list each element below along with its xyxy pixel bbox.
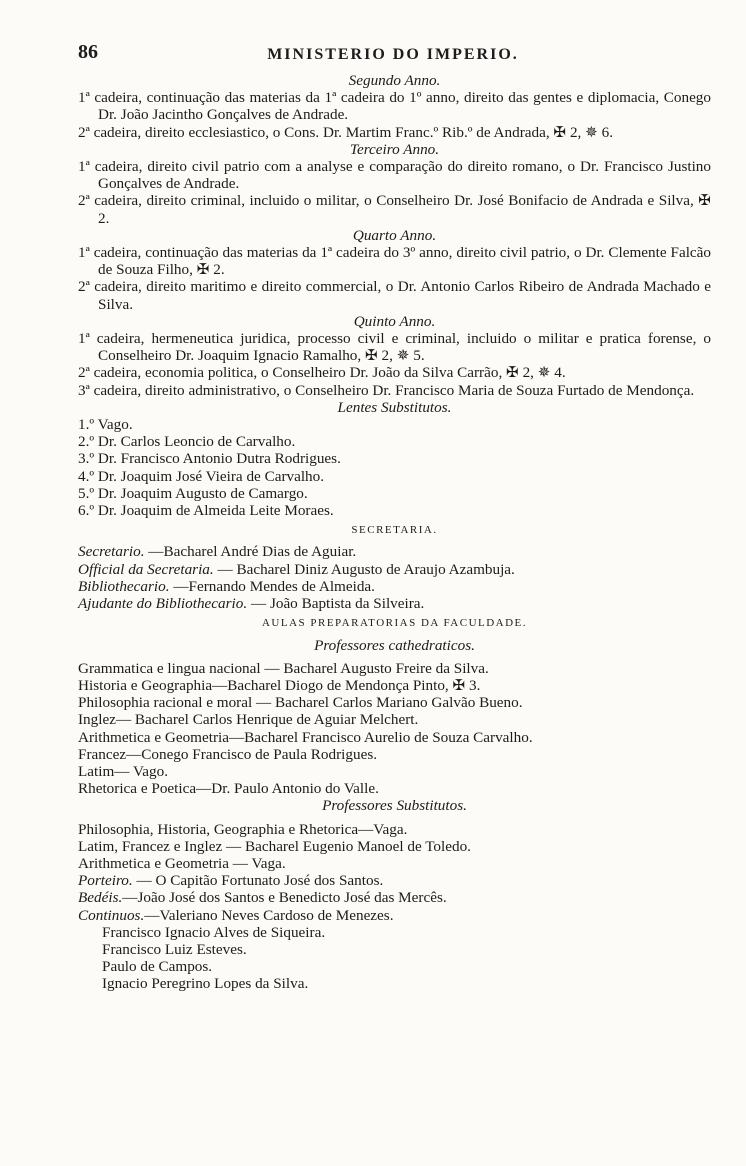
section-title: Segundo Anno. <box>348 72 441 89</box>
person-name: —Fernando Mendes de Almeida. <box>169 577 375 595</box>
person-name: —João José dos Santos e Benedicto José das Mercês. <box>122 889 447 907</box>
page-header <box>78 41 708 68</box>
role-label: Bedéis. <box>78 889 123 907</box>
list-item: Arithmetica e Geometria — Vaga. <box>78 854 286 872</box>
section-title: Quarto Anno. <box>352 226 437 244</box>
list-item: 1.º Vago. <box>78 416 133 434</box>
list-item: 2ª cadeira, economia politica, o Conselheiro Dr. João da Silva Carrão, ✠ 2, ✵ 4. <box>78 364 566 382</box>
list-item: Francisco Luiz Esteves. <box>102 940 247 958</box>
list-item: Philosophia racional e moral — Bacharel Carlos Mariano Galvão Bueno. <box>78 694 523 712</box>
list-item <box>78 561 711 578</box>
section-title: SECRETARIA. <box>351 524 438 537</box>
role-label: Secretario. <box>78 543 145 561</box>
list-item: Francisco Ignacio Alves de Siqueira. <box>102 923 326 941</box>
list-item <box>78 578 711 595</box>
section-title: AULAS PREPARATORIAS DA FACULDADE. <box>261 617 528 630</box>
list-item: 2.º Dr. Carlos Leoncio de Carvalho. <box>78 433 296 451</box>
list-item <box>78 543 711 560</box>
role-label: Continuos. <box>78 906 145 924</box>
list-item: Ignacio Peregrino Lopes da Silva. <box>102 975 309 993</box>
list-item: Latim— Vago. <box>78 762 168 780</box>
list-item <box>78 872 711 889</box>
list-item: 1ª cadeira, continuação das materias da 1ª cadeira do 3º anno, direito civil patrio, o Dr. Clemente Falcão de Souza Filho, ✠ 2. <box>78 244 711 279</box>
list-item: Historia e Geographia—Bacharel Diogo de Mendonça Pinto, ✠ 3. <box>78 676 481 694</box>
list-item <box>78 889 711 906</box>
list-item: 3.º Dr. Francisco Antonio Dutra Rodrigues. <box>78 450 341 468</box>
role-label: Porteiro. <box>78 872 133 890</box>
list-item: 6.º Dr. Joaquim de Almeida Leite Moraes. <box>78 502 334 520</box>
list-item: 1ª cadeira, hermeneutica juridica, processo civil e criminal, incluido o militar e pratica forense, o Conselheiro Dr. Joaquim Ignacio Ramalho, ✠ 2, ✵ 5. <box>78 330 711 365</box>
list-item: Rhetorica e Poetica—Dr. Paulo Antonio do Valle. <box>78 780 379 798</box>
list-item: Grammatica e lingua nacional — Bacharel Augusto Freire da Silva. <box>78 659 489 677</box>
subsection-title: Professores cathedraticos. <box>314 636 475 654</box>
person-name: — O Capitão Fortunato José dos Santos. <box>132 872 384 890</box>
list-item: 3ª cadeira, direito administrativo, o Conselheiro Dr. Francisco Maria de Souza Furtado de Mendonça. <box>78 381 695 399</box>
list-item: 2ª cadeira, direito ecclesiastico, o Cons. Dr. Martim Franc.º Rib.º de Andrada, ✠ 2, ✵ 6. <box>78 123 614 141</box>
list-item: 1ª cadeira, continuação das materias da 1ª cadeira do 1º anno, direito das gentes e diplomacia, Conego Dr. João Jacintho Gonçalves de Andrade. <box>78 89 711 124</box>
list-item: 4.º Dr. Joaquim José Vieira de Carvalho. <box>78 467 325 485</box>
list-item: Inglez— Bacharel Carlos Henrique de Aguiar Melchert. <box>78 711 419 729</box>
role-label: Bibliothecario. <box>78 577 170 595</box>
list-item <box>78 595 711 612</box>
list-item: Philosophia, Historia, Geographia e Rhetorica—Vaga. <box>78 820 408 838</box>
role-label: Ajudante do Bibliothecario. <box>78 595 248 613</box>
person-name: —Valeriano Neves Cardoso de Menezes. <box>144 906 394 924</box>
section-title: Quinto Anno. <box>353 312 436 330</box>
person-name: — João Baptista da Silveira. <box>247 595 425 613</box>
subsection-title: Professores Substitutos. <box>322 797 467 815</box>
main-text <box>78 72 711 993</box>
list-item: Francez—Conego Francisco de Paula Rodrigues. <box>78 745 378 763</box>
running-title: MINISTERIO DO IMPERIO. <box>267 46 519 63</box>
list-item <box>78 907 711 924</box>
list-item: 1ª cadeira, direito civil patrio com a analyse e comparação do direito romano, o Dr. Francisco Justino Gonçalves de Andrade. <box>78 158 711 193</box>
person-name: — Bacharel Diniz Augusto de Araujo Azambuja. <box>213 560 515 578</box>
section-title: Terceiro Anno. <box>349 140 440 158</box>
list-item: Paulo de Campos. <box>102 958 213 976</box>
list-item: Latim, Francez e Inglez — Bacharel Eugenio Manoel de Toledo. <box>78 837 471 855</box>
list-item: Arithmetica e Geometria—Bacharel Francisco Aurelio de Souza Carvalho. <box>78 728 533 746</box>
list-item: 5.º Dr. Joaquim Augusto de Camargo. <box>78 484 308 502</box>
section-title: Lentes Substitutos. <box>337 398 452 416</box>
role-label: Official da Secretaria. <box>78 560 214 578</box>
page-number: 86 <box>78 41 98 63</box>
list-item: 2ª cadeira, direito maritimo e direito commercial, o Dr. Antonio Carlos Ribeiro de Andrada Machado e Silva. <box>78 278 711 313</box>
list-item: 2ª cadeira, direito criminal, incluido o militar, o Conselheiro Dr. José Bonifacio de Andrada e Silva, ✠ 2. <box>78 192 711 227</box>
person-name: —Bacharel André Dias de Aguiar. <box>144 543 357 561</box>
